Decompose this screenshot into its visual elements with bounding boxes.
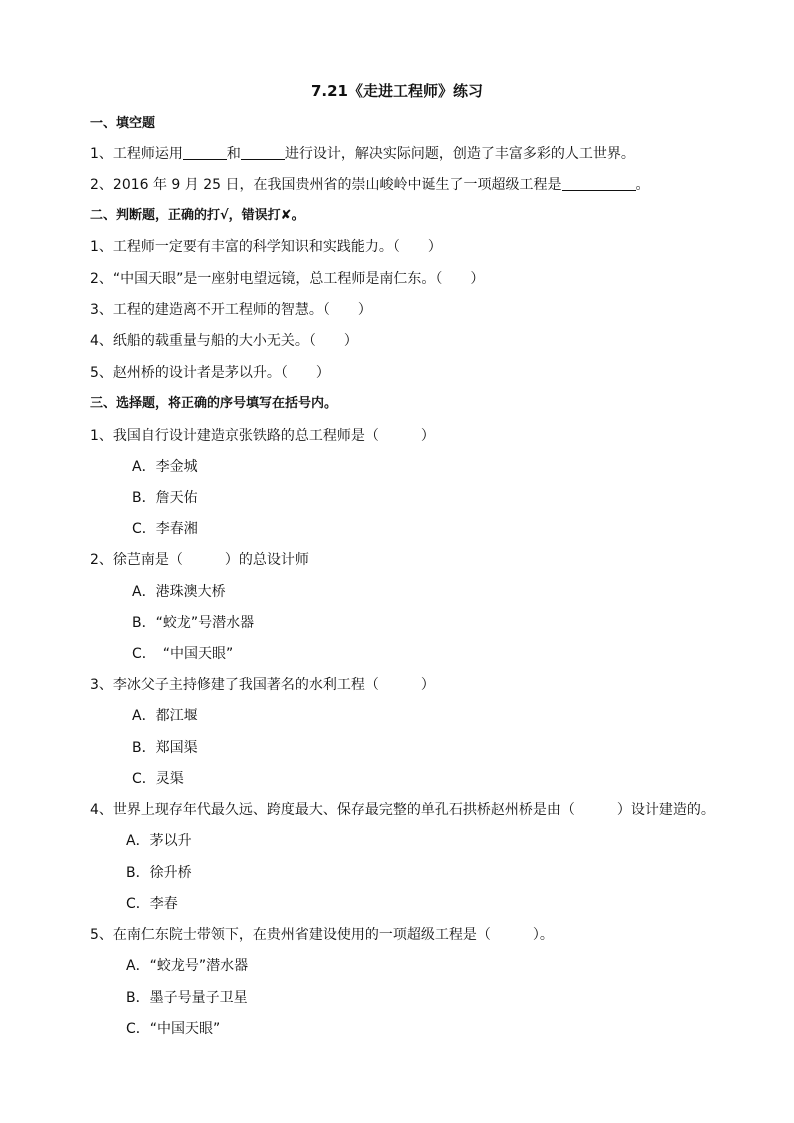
answer-blank[interactable] (241, 145, 285, 160)
fill-q1-text-a: 1、工程师运用 (90, 146, 183, 162)
section-heading-true-false: 二、判断题，正确的打√，错误打✘。 (90, 208, 305, 223)
choice-question-4: 4、世界上现存年代最久远、跨度最大、保存最完整的单孔石拱桥赵州桥是由（ ）设计建造的。 (90, 802, 715, 818)
fill-q1-text-c: 进行设计，解决实际问题，创造了丰富多彩的人工世界。 (284, 146, 635, 162)
choice-option: A．李金城 (132, 459, 198, 475)
choice-option: C．灵渠 (132, 771, 184, 787)
choice-option: B．郑国渠 (132, 740, 198, 756)
fill-q2-text-a: 2、2016 年 9 月 25 日，在我国贵州省的崇山峻岭中诞生了一项超级工程是 (90, 177, 562, 193)
fill-question-2 (90, 176, 650, 194)
answer-blank[interactable] (183, 145, 227, 160)
section-heading-multiple-choice: 三、选择题，将正确的序号填写在括号内。 (90, 396, 338, 411)
choice-option: A．都江堰 (132, 708, 198, 724)
choice-question-5: 5、在南仁东院士带领下，在贵州省建设使用的一项超级工程是（ ）。 (90, 927, 554, 943)
choice-option: C．李春湘 (132, 521, 198, 537)
choice-option: C．“中国天眼” (126, 1021, 221, 1037)
choice-option: B．墨子号量子卫星 (126, 990, 248, 1006)
choice-option: C．李春 (126, 896, 178, 912)
fill-q1-text-b: 和 (226, 146, 241, 162)
choice-option: A．茅以升 (126, 833, 192, 849)
judge-item: 2、“中国天眼”是一座射电望远镜，总工程师是南仁东。（ ） (90, 271, 485, 287)
judge-item: 1、工程师一定要有丰富的科学知识和实践能力。（ ） (90, 239, 442, 255)
choice-option: B．徐升桥 (126, 865, 192, 881)
choice-option: B．詹天佑 (132, 490, 198, 506)
choice-option: A．“蛟龙号”潜水器 (126, 958, 249, 974)
choice-option: C． “中国天眼” (132, 646, 234, 662)
answer-blank[interactable] (562, 176, 636, 191)
fill-question-1 (90, 145, 635, 163)
section-heading-fill-blank: 一、填空题 (90, 116, 156, 131)
choice-question-1: 1、我国自行设计建造京张铁路的总工程师是（ ） (90, 428, 435, 444)
choice-question-2: 2、徐芑南是（ ）的总设计师 (90, 552, 309, 568)
choice-option: A．港珠澳大桥 (132, 584, 226, 600)
judge-item: 3、工程的建造离不开工程师的智慧。（ ） (90, 302, 372, 318)
page-title: 7.21《走进工程师》练习 (310, 82, 483, 100)
choice-option: B．“蛟龙”号潜水器 (132, 615, 255, 631)
judge-item: 5、赵州桥的设计者是茅以升。（ ） (90, 365, 330, 381)
judge-item: 4、纸船的载重量与船的大小无关。（ ） (90, 333, 358, 349)
fill-q2-text-b: 。 (635, 177, 650, 193)
choice-question-3: 3、李冰父子主持修建了我国著名的水利工程（ ） (90, 677, 435, 693)
